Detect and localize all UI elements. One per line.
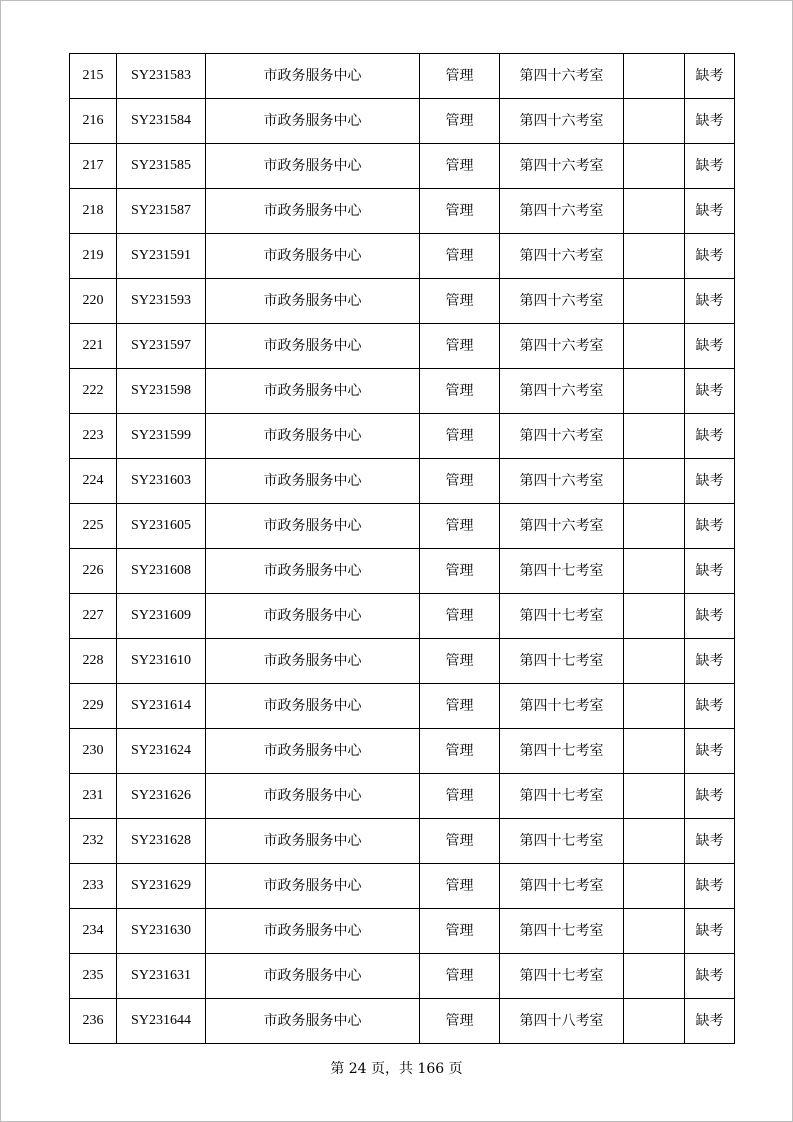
row-number-cell: 222 [70, 369, 117, 414]
unit-cell: 市政务服务中心 [206, 774, 420, 819]
candidate-id-cell: SY231603 [117, 459, 206, 504]
position-cell: 管理 [420, 144, 500, 189]
status-cell: 缺考 [685, 279, 735, 324]
position-cell: 管理 [420, 279, 500, 324]
exam-room-cell: 第四十七考室 [500, 729, 624, 774]
status-cell: 缺考 [685, 819, 735, 864]
row-number-cell: 226 [70, 549, 117, 594]
score-cell [624, 54, 685, 99]
exam-room-cell: 第四十七考室 [500, 639, 624, 684]
unit-cell: 市政务服务中心 [206, 324, 420, 369]
candidate-id-cell: SY231631 [117, 954, 206, 999]
status-cell: 缺考 [685, 594, 735, 639]
status-cell: 缺考 [685, 954, 735, 999]
row-number-cell: 221 [70, 324, 117, 369]
exam-room-cell: 第四十七考室 [500, 549, 624, 594]
score-cell [624, 369, 685, 414]
candidate-id-cell: SY231597 [117, 324, 206, 369]
score-cell [624, 504, 685, 549]
score-cell [624, 459, 685, 504]
position-cell: 管理 [420, 999, 500, 1044]
score-cell [624, 549, 685, 594]
candidate-id-cell: SY231585 [117, 144, 206, 189]
position-cell: 管理 [420, 864, 500, 909]
roster-table-body [70, 54, 735, 1044]
unit-cell: 市政务服务中心 [206, 639, 420, 684]
row-number-cell: 223 [70, 414, 117, 459]
table-row [70, 729, 735, 774]
position-cell: 管理 [420, 504, 500, 549]
row-number-cell: 231 [70, 774, 117, 819]
status-cell: 缺考 [685, 369, 735, 414]
exam-room-cell: 第四十八考室 [500, 999, 624, 1044]
exam-room-cell: 第四十七考室 [500, 684, 624, 729]
exam-room-cell: 第四十六考室 [500, 54, 624, 99]
candidate-id-cell: SY231624 [117, 729, 206, 774]
status-cell: 缺考 [685, 999, 735, 1044]
exam-room-cell: 第四十七考室 [500, 774, 624, 819]
status-cell: 缺考 [685, 504, 735, 549]
score-cell [624, 819, 685, 864]
exam-room-cell: 第四十六考室 [500, 189, 624, 234]
candidate-id-cell: SY231629 [117, 864, 206, 909]
exam-room-cell: 第四十六考室 [500, 279, 624, 324]
unit-cell: 市政务服务中心 [206, 549, 420, 594]
score-cell [624, 324, 685, 369]
candidate-id-cell: SY231587 [117, 189, 206, 234]
status-cell: 缺考 [685, 729, 735, 774]
candidate-id-cell: SY231598 [117, 369, 206, 414]
row-number-cell: 225 [70, 504, 117, 549]
unit-cell: 市政务服务中心 [206, 54, 420, 99]
table-row [70, 279, 735, 324]
position-cell: 管理 [420, 639, 500, 684]
row-number-cell: 224 [70, 459, 117, 504]
table-row [70, 594, 735, 639]
position-cell: 管理 [420, 234, 500, 279]
candidate-id-cell: SY231583 [117, 54, 206, 99]
score-cell [624, 594, 685, 639]
score-cell [624, 414, 685, 459]
table-row [70, 549, 735, 594]
position-cell: 管理 [420, 324, 500, 369]
candidate-id-cell: SY231609 [117, 594, 206, 639]
unit-cell: 市政务服务中心 [206, 864, 420, 909]
table-row [70, 774, 735, 819]
row-number-cell: 216 [70, 99, 117, 144]
status-cell: 缺考 [685, 684, 735, 729]
row-number-cell: 220 [70, 279, 117, 324]
page-footer: 第 24 页，共 166 页 [330, 1061, 463, 1077]
score-cell [624, 729, 685, 774]
position-cell: 管理 [420, 189, 500, 234]
status-cell: 缺考 [685, 189, 735, 234]
unit-cell: 市政务服务中心 [206, 414, 420, 459]
unit-cell: 市政务服务中心 [206, 279, 420, 324]
unit-cell: 市政务服务中心 [206, 684, 420, 729]
score-cell [624, 774, 685, 819]
exam-room-cell: 第四十六考室 [500, 459, 624, 504]
position-cell: 管理 [420, 414, 500, 459]
row-number-cell: 215 [70, 54, 117, 99]
unit-cell: 市政务服务中心 [206, 819, 420, 864]
candidate-id-cell: SY231614 [117, 684, 206, 729]
score-cell [624, 954, 685, 999]
row-number-cell: 227 [70, 594, 117, 639]
table-row [70, 189, 735, 234]
status-cell: 缺考 [685, 459, 735, 504]
unit-cell: 市政务服务中心 [206, 189, 420, 234]
status-cell: 缺考 [685, 234, 735, 279]
table-row [70, 99, 735, 144]
position-cell: 管理 [420, 729, 500, 774]
table-row [70, 234, 735, 279]
unit-cell: 市政务服务中心 [206, 909, 420, 954]
candidate-id-cell: SY231628 [117, 819, 206, 864]
position-cell: 管理 [420, 54, 500, 99]
row-number-cell: 236 [70, 999, 117, 1044]
position-cell: 管理 [420, 99, 500, 144]
unit-cell: 市政务服务中心 [206, 234, 420, 279]
table-row [70, 414, 735, 459]
candidate-id-cell: SY231591 [117, 234, 206, 279]
exam-room-cell: 第四十七考室 [500, 864, 624, 909]
row-number-cell: 233 [70, 864, 117, 909]
score-cell [624, 864, 685, 909]
score-cell [624, 144, 685, 189]
candidate-id-cell: SY231584 [117, 99, 206, 144]
status-cell: 缺考 [685, 774, 735, 819]
table-row [70, 684, 735, 729]
unit-cell: 市政务服务中心 [206, 99, 420, 144]
unit-cell: 市政务服务中心 [206, 144, 420, 189]
position-cell: 管理 [420, 459, 500, 504]
unit-cell: 市政务服务中心 [206, 999, 420, 1044]
position-cell: 管理 [420, 549, 500, 594]
score-cell [624, 684, 685, 729]
score-cell [624, 189, 685, 234]
unit-cell: 市政务服务中心 [206, 954, 420, 999]
unit-cell: 市政务服务中心 [206, 369, 420, 414]
row-number-cell: 218 [70, 189, 117, 234]
row-number-cell: 229 [70, 684, 117, 729]
position-cell: 管理 [420, 909, 500, 954]
table-row [70, 639, 735, 684]
exam-room-cell: 第四十七考室 [500, 909, 624, 954]
status-cell: 缺考 [685, 549, 735, 594]
candidate-id-cell: SY231593 [117, 279, 206, 324]
row-number-cell: 234 [70, 909, 117, 954]
candidate-id-cell: SY231599 [117, 414, 206, 459]
status-cell: 缺考 [685, 909, 735, 954]
position-cell: 管理 [420, 369, 500, 414]
candidate-id-cell: SY231608 [117, 549, 206, 594]
table-row [70, 504, 735, 549]
row-number-cell: 232 [70, 819, 117, 864]
roster-table [69, 53, 735, 1044]
status-cell: 缺考 [685, 99, 735, 144]
exam-room-cell: 第四十七考室 [500, 594, 624, 639]
candidate-id-cell: SY231605 [117, 504, 206, 549]
row-number-cell: 228 [70, 639, 117, 684]
candidate-id-cell: SY231610 [117, 639, 206, 684]
exam-room-cell: 第四十七考室 [500, 954, 624, 999]
unit-cell: 市政务服务中心 [206, 729, 420, 774]
exam-room-cell: 第四十六考室 [500, 99, 624, 144]
score-cell [624, 99, 685, 144]
score-cell [624, 909, 685, 954]
unit-cell: 市政务服务中心 [206, 459, 420, 504]
table-row [70, 909, 735, 954]
score-cell [624, 279, 685, 324]
table-row [70, 144, 735, 189]
row-number-cell: 219 [70, 234, 117, 279]
candidate-id-cell: SY231626 [117, 774, 206, 819]
score-cell [624, 999, 685, 1044]
exam-room-cell: 第四十六考室 [500, 324, 624, 369]
status-cell: 缺考 [685, 639, 735, 684]
table-row [70, 864, 735, 909]
status-cell: 缺考 [685, 144, 735, 189]
row-number-cell: 230 [70, 729, 117, 774]
table-row [70, 999, 735, 1044]
exam-room-cell: 第四十六考室 [500, 504, 624, 549]
table-row [70, 954, 735, 999]
status-cell: 缺考 [685, 54, 735, 99]
table-row [70, 819, 735, 864]
row-number-cell: 217 [70, 144, 117, 189]
candidate-id-cell: SY231630 [117, 909, 206, 954]
position-cell: 管理 [420, 774, 500, 819]
position-cell: 管理 [420, 954, 500, 999]
status-cell: 缺考 [685, 414, 735, 459]
position-cell: 管理 [420, 684, 500, 729]
exam-room-cell: 第四十六考室 [500, 144, 624, 189]
exam-room-cell: 第四十七考室 [500, 819, 624, 864]
unit-cell: 市政务服务中心 [206, 594, 420, 639]
table-row [70, 459, 735, 504]
exam-room-cell: 第四十六考室 [500, 234, 624, 279]
position-cell: 管理 [420, 819, 500, 864]
position-cell: 管理 [420, 594, 500, 639]
exam-room-cell: 第四十六考室 [500, 414, 624, 459]
score-cell [624, 639, 685, 684]
exam-room-cell: 第四十六考室 [500, 369, 624, 414]
status-cell: 缺考 [685, 864, 735, 909]
row-number-cell: 235 [70, 954, 117, 999]
table-row [70, 54, 735, 99]
candidate-id-cell: SY231644 [117, 999, 206, 1044]
score-cell [624, 234, 685, 279]
status-cell: 缺考 [685, 324, 735, 369]
unit-cell: 市政务服务中心 [206, 504, 420, 549]
table-row [70, 369, 735, 414]
table-row [70, 324, 735, 369]
